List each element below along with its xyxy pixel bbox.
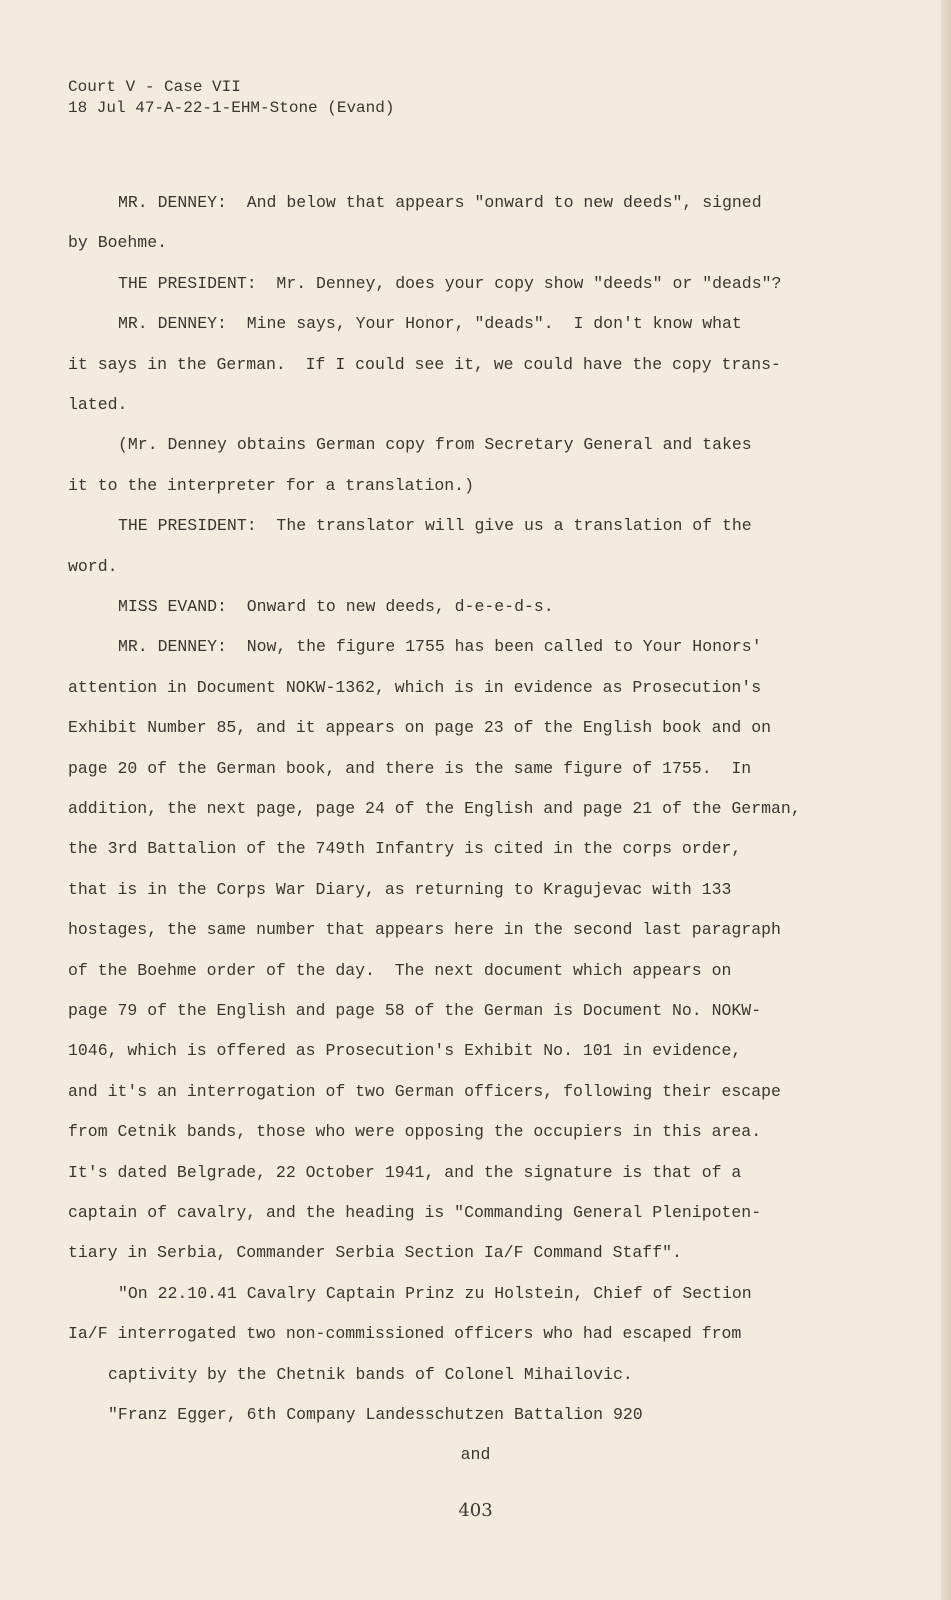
case-header	[68, 77, 394, 119]
transcript-line: MISS EVAND: Onward to new deeds, d-e-e-d-s.	[118, 597, 554, 616]
transcript-line: page 20 of the German book, and there is the same figure of 1755. In	[68, 759, 752, 778]
transcript-line: "On 22.10.41 Cavalry Captain Prinz zu Holstein, Chief of Section	[118, 1284, 752, 1303]
transcript-line: THE PRESIDENT: The translator will give us a translation of the	[118, 516, 752, 535]
transcript-line: it to the interpreter for a translation.)	[68, 476, 474, 495]
header-date-line: 18 Jul 47-A-22-1-EHM-Stone (Evand)	[68, 99, 395, 117]
header-court-line: Court V - Case VII	[68, 78, 241, 96]
transcript-line: hostages, the same number that appears here in the second last paragraph	[68, 920, 781, 939]
transcript-line: that is in the Corps War Diary, as returning to Kragujevac with 133	[68, 880, 732, 899]
transcript-line: MR. DENNEY: Now, the figure 1755 has been called to Your Honors'	[118, 637, 762, 656]
center-word-and: and	[460, 1445, 491, 1464]
page-edge-shadow	[941, 0, 951, 1600]
transcript-line: tiary in Serbia, Commander Serbia Section Ia/F Command Staff".	[68, 1243, 682, 1262]
transcript-line: the 3rd Battalion of the 749th Infantry is cited in the corps order,	[68, 839, 742, 858]
transcript-line: of the Boehme order of the day. The next document which appears on	[68, 961, 732, 980]
transcript-line: MR. DENNEY: Mine says, Your Honor, "deads". I don't know what	[118, 314, 742, 333]
transcript-line: page 79 of the English and page 58 of the German is Document No. NOKW-	[68, 1001, 762, 1020]
transcript-line: THE PRESIDENT: Mr. Denney, does your copy show "deeds" or "deads"?	[118, 274, 782, 293]
transcript-line: addition, the next page, page 24 of the English and page 21 of the German,	[68, 799, 801, 818]
transcript-line: It's dated Belgrade, 22 October 1941, and the signature is that of a	[68, 1163, 742, 1182]
transcript-line: lated.	[68, 395, 128, 414]
transcript-line: by Boehme.	[68, 233, 168, 252]
transcript-line: and it's an interrogation of two German officers, following their escape	[68, 1082, 781, 1101]
transcript-line: captivity by the Chetnik bands of Colonel Mihailovic.	[108, 1365, 633, 1384]
transcript-line: Exhibit Number 85, and it appears on page 23 of the English book and on	[68, 718, 772, 737]
transcript-line: from Cetnik bands, those who were opposing the occupiers in this area.	[68, 1122, 762, 1141]
page-number: 403	[458, 1500, 493, 1521]
transcript-line: it says in the German. If I could see it, we could have the copy trans-	[68, 355, 781, 374]
transcript-line: attention in Document NOKW-1362, which is in evidence as Prosecution's	[68, 678, 762, 697]
transcript-line: MR. DENNEY: And below that appears "onward to new deeds", signed	[118, 193, 762, 212]
transcript-line: Ia/F interrogated two non-commissioned officers who had escaped from	[68, 1324, 742, 1343]
transcript-line: (Mr. Denney obtains German copy from Secretary General and takes	[118, 435, 752, 454]
transcript-line: "Franz Egger, 6th Company Landesschutzen Battalion 920	[108, 1405, 643, 1424]
transcript-line: captain of cavalry, and the heading is "Commanding General Plenipoten-	[68, 1203, 762, 1222]
transcript-line: 1046, which is offered as Prosecution's Exhibit No. 101 in evidence,	[68, 1041, 742, 1060]
transcript-line: word.	[68, 557, 118, 576]
